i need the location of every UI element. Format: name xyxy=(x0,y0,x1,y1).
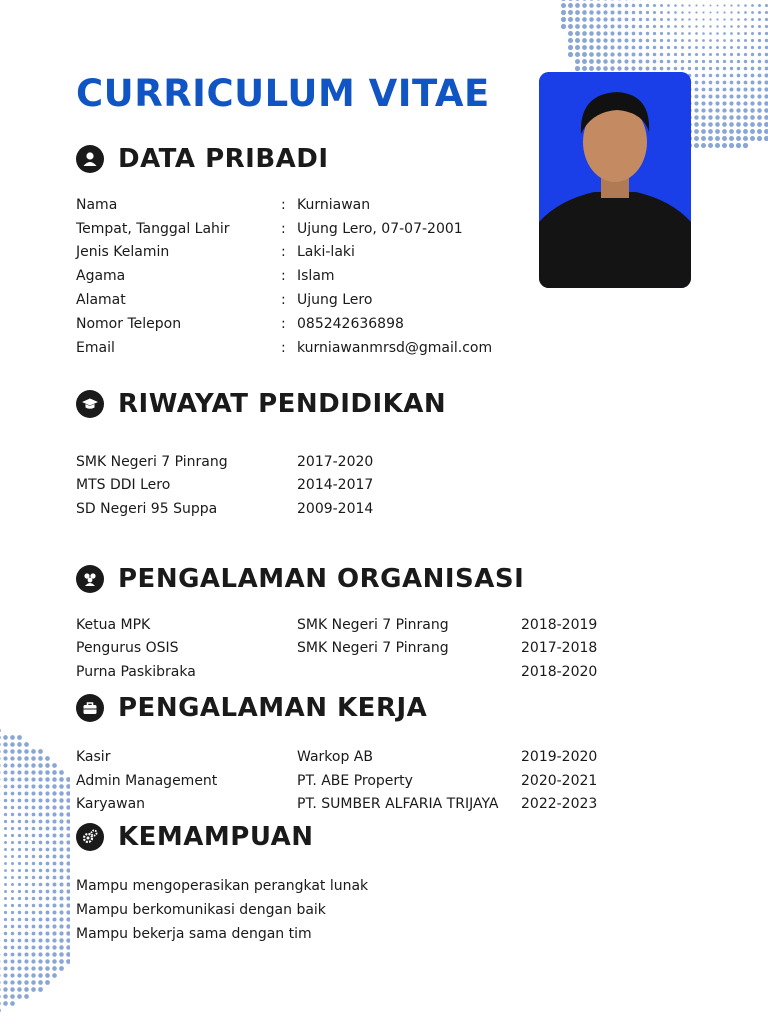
work-years: 2019-2020 xyxy=(521,746,597,768)
gears-icon xyxy=(76,823,104,851)
section-heading: DATA PRIBADI xyxy=(118,144,329,174)
row-label: Jenis Kelamin xyxy=(76,241,169,263)
row-label: Alamat xyxy=(76,289,126,311)
row-separator: : xyxy=(281,337,286,359)
section-heading: PENGALAMAN ORGANISASI xyxy=(118,564,524,594)
briefcase-icon xyxy=(76,694,104,722)
row-value: 085242636898 xyxy=(297,313,404,335)
work-place: Warkop AB xyxy=(297,746,373,768)
row-value: Ujung Lero, 07-07-2001 xyxy=(297,218,463,240)
organization-role: Pengurus OSIS xyxy=(76,637,178,659)
row-separator: : xyxy=(281,265,286,287)
section-heading: RIWAYAT PENDIDIKAN xyxy=(118,389,446,419)
organization-years: 2017-2018 xyxy=(521,637,597,659)
section-heading: PENGALAMAN KERJA xyxy=(118,693,427,723)
organization-years: 2018-2020 xyxy=(521,661,597,683)
group-icon xyxy=(76,565,104,593)
work-years: 2022-2023 xyxy=(521,793,597,815)
row-separator: : xyxy=(281,313,286,335)
row-separator: : xyxy=(281,241,286,263)
user-icon xyxy=(76,145,104,173)
row-value: Islam xyxy=(297,265,335,287)
decorative-dots-bottom-left xyxy=(0,720,70,1030)
education-years: 2017-2020 xyxy=(297,451,373,473)
school-name: MTS DDI Lero xyxy=(76,474,170,496)
organization-role: Purna Paskibraka xyxy=(76,661,196,683)
section-skills xyxy=(76,822,314,852)
work-role: Admin Management xyxy=(76,770,217,792)
school-name: SMK Negeri 7 Pinrang xyxy=(76,451,228,473)
section-work xyxy=(76,693,427,723)
work-years: 2020-2021 xyxy=(521,770,597,792)
row-value: Kurniawan xyxy=(297,194,370,216)
graduation-cap-icon xyxy=(76,390,104,418)
row-separator: : xyxy=(281,194,286,216)
email-value: kurniawanmrsd@gmail.com xyxy=(297,337,492,359)
row-separator: : xyxy=(281,218,286,240)
row-label: Nama xyxy=(76,194,117,216)
section-education xyxy=(76,389,446,419)
row-value: Ujung Lero xyxy=(297,289,372,311)
row-separator: : xyxy=(281,289,286,311)
work-role: Kasir xyxy=(76,746,110,768)
education-years: 2009-2014 xyxy=(297,498,373,520)
skill-item: Mampu bekerja sama dengan tim xyxy=(76,923,312,945)
education-years: 2014-2017 xyxy=(297,474,373,496)
row-label: Agama xyxy=(76,265,125,287)
row-value: Laki-laki xyxy=(297,241,355,263)
organization-role: Ketua MPK xyxy=(76,614,150,636)
section-heading: KEMAMPUAN xyxy=(118,822,314,852)
skill-item: Mampu berkomunikasi dengan baik xyxy=(76,899,326,921)
school-name: SD Negeri 95 Suppa xyxy=(76,498,217,520)
work-role: Karyawan xyxy=(76,793,145,815)
organization-place: SMK Negeri 7 Pinrang xyxy=(297,637,449,659)
profile-photo xyxy=(539,72,691,288)
row-label: Tempat, Tanggal Lahir xyxy=(76,218,230,240)
skill-item: Mampu mengoperasikan perangkat lunak xyxy=(76,875,368,897)
organization-years: 2018-2019 xyxy=(521,614,597,636)
row-label: Nomor Telepon xyxy=(76,313,181,335)
organization-place: SMK Negeri 7 Pinrang xyxy=(297,614,449,636)
work-place: PT. SUMBER ALFARIA TRIJAYA xyxy=(297,793,499,815)
section-organization xyxy=(76,564,524,594)
row-label: Email xyxy=(76,337,115,359)
work-place: PT. ABE Property xyxy=(297,770,413,792)
page-title: CURRICULUM VITAE xyxy=(76,72,490,115)
section-personal-data xyxy=(76,144,329,174)
